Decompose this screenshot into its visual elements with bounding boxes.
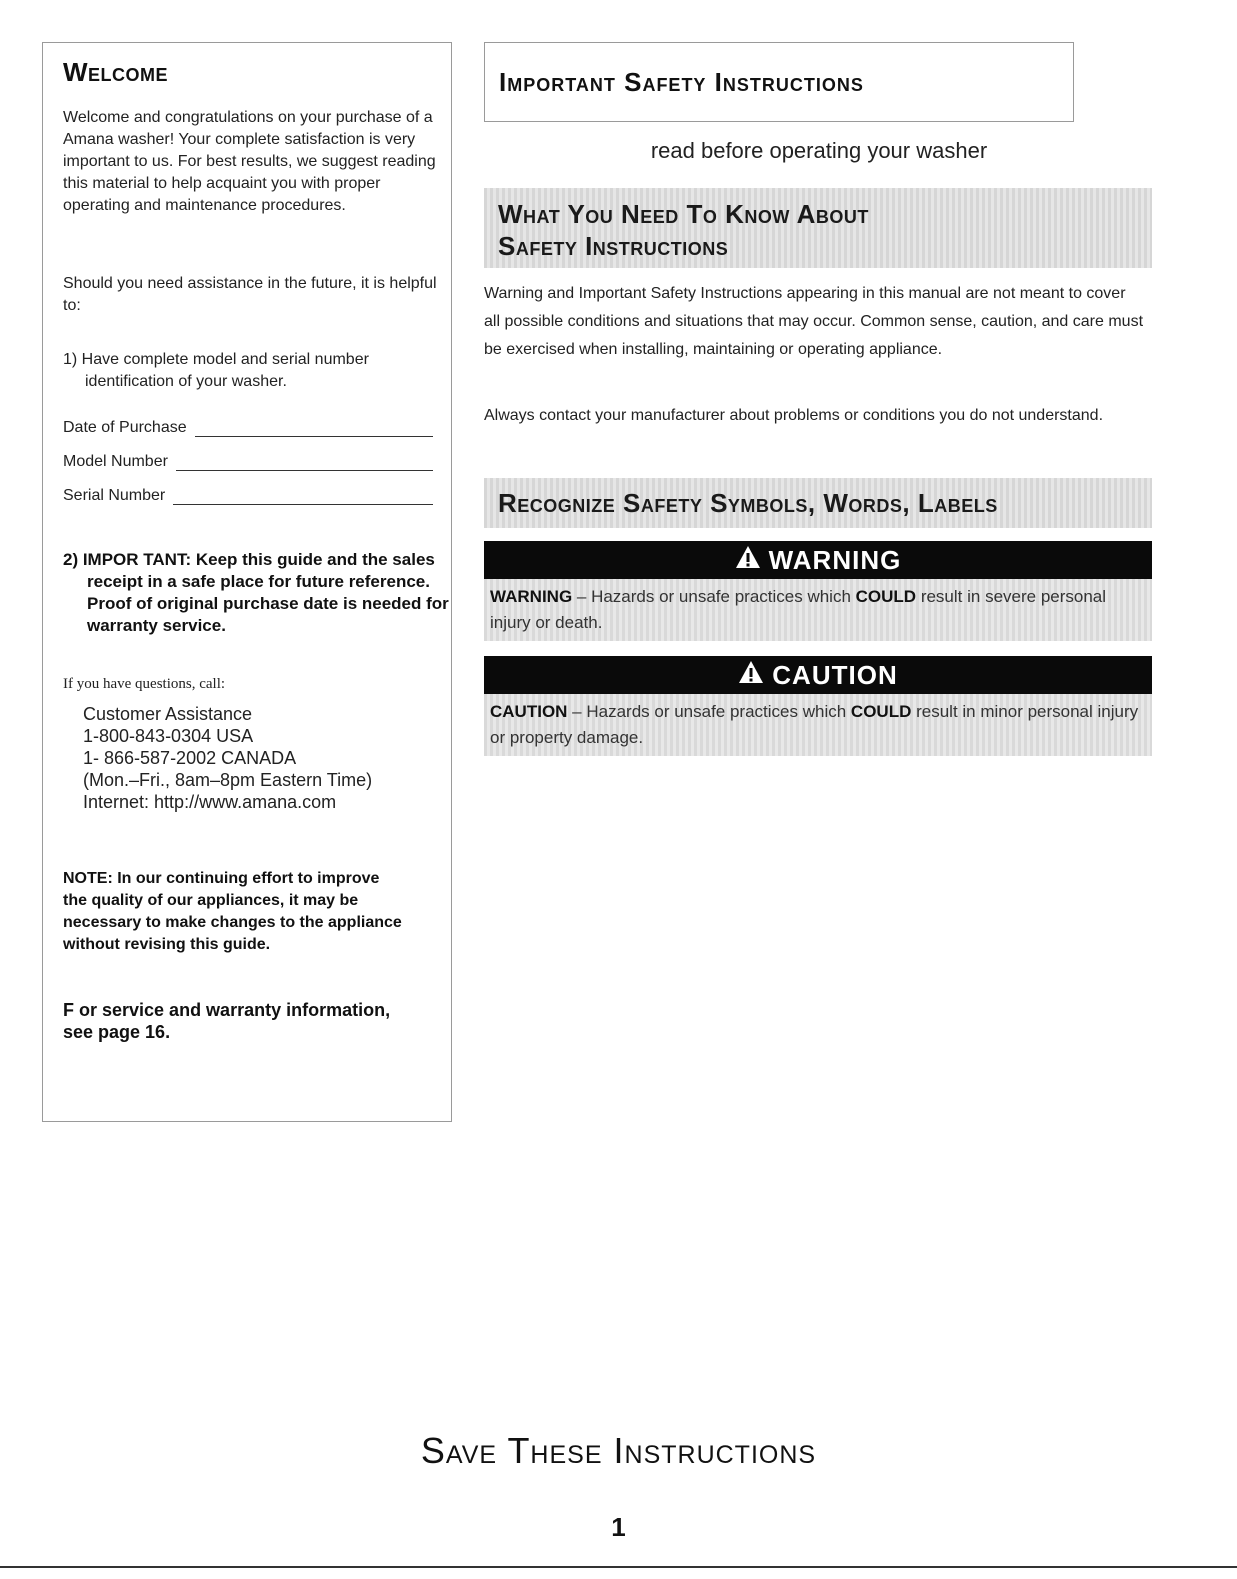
caution-desc-pre: – Hazards or unsafe practices which bbox=[567, 702, 851, 721]
recognize-symbols-banner bbox=[484, 478, 1152, 528]
caution-word: CAUTION bbox=[490, 702, 568, 721]
contact-title: Customer Assistance bbox=[83, 704, 253, 724]
warning-description bbox=[484, 579, 1152, 641]
phone-usa[interactable]: 1-800-843-0304 USA bbox=[83, 726, 254, 746]
welcome-item-1: 1) Have complete model and serial number identification of your washer. bbox=[63, 351, 369, 390]
save-instructions-footer: Save These Instructions bbox=[420, 1430, 817, 1471]
safety-title-box bbox=[484, 42, 1074, 122]
important-keep-guide: 2) IMPOR TANT: Keep this guide and the sales receipt in a safe place for future reference. Proof of original purchase date is needed for warranty service. bbox=[63, 550, 449, 635]
warning-desc-post: result in severe personal injury or death. bbox=[490, 587, 1107, 632]
caution-desc-post: result in minor personal injury or property damage. bbox=[490, 702, 1139, 747]
warning-desc-pre: – Hazards or unsafe practices which bbox=[572, 587, 856, 606]
warning-bar bbox=[484, 541, 1152, 579]
know-heading-line-1: What You Need To Know About bbox=[498, 199, 869, 229]
welcome-title: Welcome bbox=[63, 57, 169, 87]
bottom-rule bbox=[0, 1566, 1237, 1568]
caution-could: COULD bbox=[850, 702, 912, 721]
model-number-blank[interactable] bbox=[176, 452, 433, 471]
serial-number-row bbox=[63, 483, 433, 505]
warning-could: COULD bbox=[855, 587, 917, 606]
caution-bar bbox=[484, 656, 1152, 694]
safety-title: Important Safety Instructions bbox=[499, 66, 864, 97]
contact-block bbox=[83, 703, 443, 813]
recognize-heading: Recognize Safety Symbols, Words, Labels bbox=[498, 488, 998, 518]
welcome-help-text: Should you need assistance in the future, it is helpful to: bbox=[63, 275, 437, 314]
caution-description bbox=[484, 694, 1152, 756]
date-of-purchase-label: Date of Purchase bbox=[63, 419, 187, 436]
date-of-purchase-blank[interactable] bbox=[195, 418, 433, 437]
welcome-intro: Welcome and congratulations on your purchase of a Amana washer! Your complete satisfaction is very important to us. For best results, we suggest reading this material to help acquaint you with proper operating and maintenance procedures. bbox=[63, 109, 436, 214]
what-you-need-to-know-banner bbox=[484, 188, 1152, 268]
serial-number-blank[interactable] bbox=[173, 486, 433, 505]
safety-paragraph-2: Always contact your manufacturer about problems or conditions you do not understand. bbox=[484, 407, 1104, 424]
read-before-subtitle: read before operating your washer bbox=[650, 138, 988, 163]
page-number: 1 bbox=[611, 1512, 626, 1542]
warning-triangle-icon bbox=[735, 545, 761, 576]
know-heading-line-2: Safety Instructions bbox=[498, 231, 729, 261]
warning-word: WARNING bbox=[490, 587, 573, 606]
safety-paragraph-1: Warning and Important Safety Instructions appearing in this manual are not meant to cover all possible conditions and situations that may occur. Common sense, caution, and care must be exercised when installing, maintaining or operating appliance. bbox=[484, 285, 1144, 358]
welcome-box bbox=[42, 42, 452, 1122]
date-of-purchase-row bbox=[63, 415, 433, 437]
questions-label: If you have questions, call: bbox=[63, 676, 226, 692]
warning-bar-label: WARNING bbox=[768, 544, 902, 575]
model-number-row bbox=[63, 449, 433, 471]
caution-triangle-icon bbox=[738, 660, 764, 691]
phone-canada[interactable]: 1- 866-587-2002 CANADA bbox=[83, 748, 297, 768]
contact-hours: (Mon.–Fri., 8am–8pm Eastern Time) bbox=[83, 770, 373, 790]
caution-bar-label: CAUTION bbox=[772, 659, 898, 690]
service-reference: F or service and warranty information, see page 16. bbox=[63, 1000, 391, 1042]
serial-number-label: Serial Number bbox=[63, 487, 166, 504]
model-number-label: Model Number bbox=[63, 453, 168, 470]
note-block: NOTE: In our continuing effort to improve the quality of our appliances, it may be necessary to make changes to the appliance without revising this guide. bbox=[63, 870, 402, 953]
internet-link[interactable]: Internet: http://www.amana.com bbox=[83, 792, 337, 812]
